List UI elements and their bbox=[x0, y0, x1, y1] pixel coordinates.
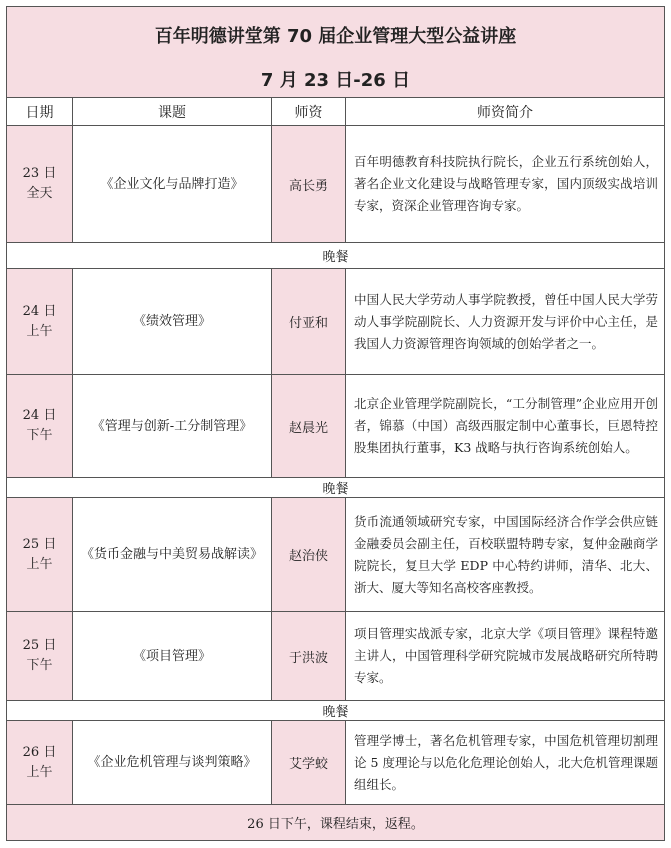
session-bio: 北京企业管理学院副院长，“工分制管理”企业应用开创者，锦慕（中国）高级西服定制中心董事长，巨恩特控股集团执行董事，K3 战略与执行咨询系统创始人。 bbox=[346, 375, 665, 478]
session-bio: 项目管理实战派专家，北京大学《项目管理》课程特邀主讲人，中国管理科学研究院城市发展战略研究所特聘专家。 bbox=[346, 612, 665, 701]
session-teacher: 高长勇 bbox=[272, 126, 346, 243]
table-row bbox=[7, 126, 665, 243]
dinner-row bbox=[7, 243, 665, 269]
session-bio: 货币流通领域研究专家，中国国际经济合作学会供应链金融委员会副主任，百校联盟特聘专家，复仲金融商学院院长，复旦大学 EDP 中心特约讲师，清华、北大、浙大、厦大等知名高校客座教授。 bbox=[346, 498, 665, 612]
session-period: 全天 bbox=[26, 186, 53, 201]
session-period: 上午 bbox=[26, 323, 53, 339]
session-bio: 百年明德教育科技院执行院长，企业五行系统创始人，著名企业文化建设与战略管理专家，国内顶级实战培训专家，资深企业管理咨询专家。 bbox=[346, 126, 665, 243]
dinner-label: 晚餐 bbox=[7, 701, 665, 721]
session-teacher: 艾学蛟 bbox=[272, 721, 346, 805]
session-bio: 管理学博士，著名危机管理专家，中国危机管理切割理论 5 度理论与以危化危理论创始人，北大危机管理课题组组长。 bbox=[346, 721, 665, 805]
title-row bbox=[7, 7, 665, 98]
header-row bbox=[7, 98, 665, 126]
date-range: 7 月 23 日-26 日 bbox=[260, 70, 411, 91]
table-row bbox=[7, 498, 665, 612]
session-topic: 《项目管理》 bbox=[73, 612, 272, 701]
session-day: 25 日 bbox=[22, 638, 57, 653]
session-teacher: 于洪波 bbox=[272, 612, 346, 701]
session-period: 下午 bbox=[26, 658, 53, 673]
schedule-table bbox=[6, 6, 665, 841]
session-period: 上午 bbox=[26, 556, 53, 572]
dinner-label: 晚餐 bbox=[7, 243, 665, 269]
header-topic: 课题 bbox=[73, 98, 272, 126]
footer-row bbox=[7, 805, 665, 841]
header-date: 日期 bbox=[7, 98, 73, 126]
session-date bbox=[7, 498, 73, 612]
session-topic: 《管理与创新-工分制管理》 bbox=[73, 375, 272, 478]
dinner-row bbox=[7, 701, 665, 721]
session-date bbox=[7, 721, 73, 805]
table-row bbox=[7, 269, 665, 375]
session-topic: 《绩效管理》 bbox=[73, 269, 272, 375]
title-cell bbox=[7, 7, 665, 98]
session-topic: 《企业文化与品牌打造》 bbox=[73, 126, 272, 243]
session-day: 24 日 bbox=[22, 303, 57, 319]
table-row bbox=[7, 721, 665, 805]
header-bio: 师资简介 bbox=[346, 98, 665, 126]
dinner-label: 晚餐 bbox=[7, 478, 665, 498]
header-teacher: 师资 bbox=[272, 98, 346, 126]
schedule-sheet bbox=[6, 6, 664, 840]
session-date bbox=[7, 126, 73, 243]
session-date bbox=[7, 612, 73, 701]
session-date bbox=[7, 375, 73, 478]
session-teacher: 赵晨光 bbox=[272, 375, 346, 478]
session-period: 下午 bbox=[26, 428, 53, 443]
session-day: 25 日 bbox=[22, 536, 57, 552]
session-day: 24 日 bbox=[22, 408, 57, 423]
session-bio: 中国人民大学劳动人事学院教授，曾任中国人民大学劳动人事学院副院长、人力资源开发与评价中心主任，是我国人力资源管理咨询领域的创始学者之一。 bbox=[346, 269, 665, 375]
page-title: 百年明德讲堂第 70 届企业管理大型公益讲座 bbox=[154, 26, 517, 47]
session-teacher: 付亚和 bbox=[272, 269, 346, 375]
session-teacher: 赵治侠 bbox=[272, 498, 346, 612]
session-day: 23 日 bbox=[22, 166, 57, 181]
session-date bbox=[7, 269, 73, 375]
session-topic: 《货币金融与中美贸易战解读》 bbox=[73, 498, 272, 612]
footer-note: 26 日下午，课程结束，返程。 bbox=[7, 805, 665, 841]
dinner-row bbox=[7, 478, 665, 498]
table-row bbox=[7, 375, 665, 478]
table-row bbox=[7, 612, 665, 701]
session-topic: 《企业危机管理与谈判策略》 bbox=[73, 721, 272, 805]
session-day: 26 日 bbox=[22, 744, 57, 760]
session-period: 上午 bbox=[26, 764, 53, 780]
